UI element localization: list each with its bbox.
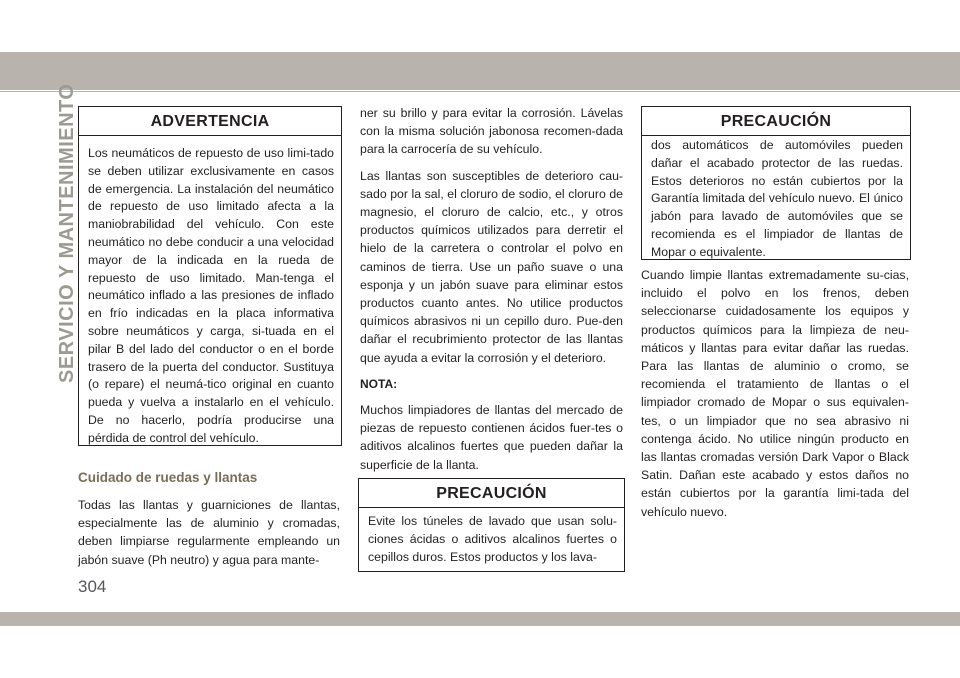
- note-text: Muchos limpiadores de llantas del mercado de piezas de repuesto contienen ácidos fuer-tes o aditivos alcalinos fuertes que pueden dañar la superficie de la llanta.: [360, 403, 623, 472]
- caution-title: PRECAUCIÓN: [359, 479, 624, 508]
- footer-band: [0, 612, 960, 626]
- caution-box-continued: [641, 106, 911, 260]
- section-heading: Cuidado de ruedas y llantas: [78, 470, 258, 485]
- caution-text: dos automáticos de automóviles pueden dañar el acabado protector de las ruedas. Estos deterioros no están cubiertos por la Garantía limitada del vehículo nuevo. El único jabón para lavado de automóviles que se recomienda es el limpiador de llantas de Mopar o equivalente.: [651, 138, 903, 259]
- page-number: 304: [78, 577, 107, 596]
- caution-box: [358, 478, 625, 572]
- right-column-text: [641, 266, 909, 529]
- section-tab: [34, 83, 78, 383]
- middle-column: [360, 104, 623, 482]
- warning-text: Los neumáticos de repuesto de uso limi-tado se deben utilizar exclusivamente en casos de emergencia. La instalación del neumático de repuesto de uso limitado afecta a la maniobrabilidad del vehículo. Con este neumático no debe conducir a una velocidad mayor de la indicada en la rueda de repuesto de uso limitado. Man-tenga el neumático inflado a las presiones de inflado en frío indicadas en la placa informativa sobre neumáticos y carga, si-tuada en el pilar B del lado del conductor o en el borde trasero de la puerta del conductor. Sustituya (o repare) el neumá-tico original en cuanto pueda y vuelva a instalarlo en el vehículo. De no hacerlo, podría producirse una pérdida de control del vehículo.: [88, 146, 334, 445]
- caution-title: PRECAUCIÓN: [642, 107, 910, 136]
- paragraph: Las llantas son susceptibles de deterioro cau-sado por la sal, el cloruro de sodio, el cloruro de magnesio, el cloruro de calcio, etc., y otros productos químicos utilizados para derretir el hielo de la carretera o controlar el polvo en caminos de tierra. Use un paño suave o una esponja y un jabón suave para eliminar estos productos cuanto antes. No utilice productos químicos abrasivos ni un cepillo duro. Pue-den dañar el recubrimiento protector de las llantas que ayuda a evitar la corrosión y el deterioro.: [360, 168, 623, 365]
- caution-text: Evite los túneles de lavado que usan solu-ciones ácidas o aditivos alcalinos fuertes o cepillos duros. Estos productos y los lava-: [368, 514, 617, 564]
- paragraph: ner su brillo y para evitar la corrosión. Lávelas con la misma solución jabonosa recomen-dada para la carrocería de su vehículo.: [360, 106, 623, 157]
- warning-box: [78, 106, 342, 446]
- warning-title: ADVERTENCIA: [79, 107, 341, 136]
- paragraph: Cuando limpie llantas extremadamente su-cias, incluido el polvo en los frenos, deben seleccionarse cuidadosamente los equipos y productos químicos para la limpieza de neu-máticos y llantas para evitar dañar las ruedas. Para las llantas de aluminio o cromo, se recomienda el tratamiento de llantas o el limpiador cromado de Mopar o sus equivalen-tes, o un limpiador que no sea abrasivo ni contenga ácido. No utilice ningún producto en las llantas cromadas versión Dark Vapor o Black Satin. Dañan este acabado y estos daños no están cubiertos por la garantía limi-tada del vehículo nuevo.: [641, 268, 909, 519]
- paragraph: Todas las llantas y guarniciones de llantas, especialmente las de aluminio y cromadas, deben limpiarse regularmente empleando un jabón suave (Ph neutro) y agua para mante-: [78, 498, 340, 567]
- section-tab-label: SERVICIO Y MANTENIMIENTO: [56, 83, 78, 383]
- header-band: [0, 52, 960, 90]
- note-label: NOTA:: [360, 376, 398, 391]
- header-rule: [0, 91, 960, 92]
- left-column-text: [78, 496, 340, 577]
